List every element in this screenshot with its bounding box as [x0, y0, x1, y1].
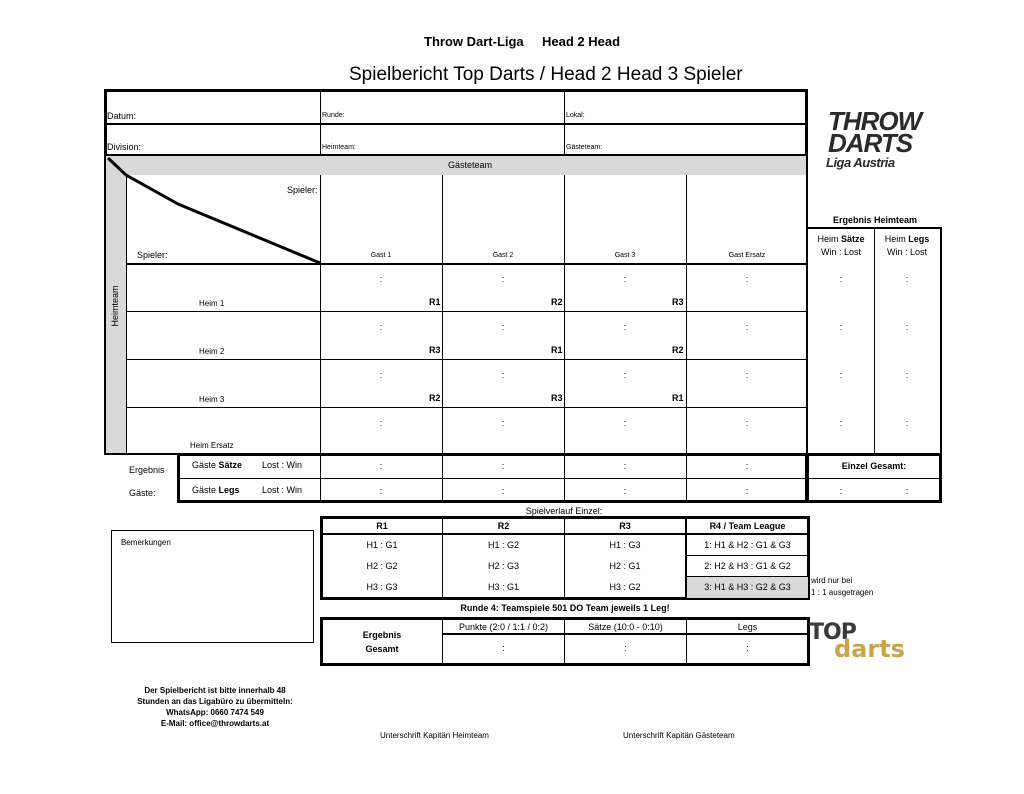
guest-result-label-2: Gäste:	[129, 488, 156, 498]
guest-2-header: Gast 2	[492, 252, 514, 259]
score-cell[interactable]: :	[623, 322, 627, 332]
sv-cell: H1 : G1	[366, 540, 398, 550]
score-cell[interactable]: :	[501, 322, 505, 332]
score-cell[interactable]: :	[745, 370, 749, 380]
gesamt-label-2: Gesamt	[365, 644, 399, 654]
division-field[interactable]: Division:	[107, 142, 142, 152]
score-cell[interactable]: :	[379, 370, 383, 380]
sv-header-r4: R4 / Team League	[709, 521, 786, 531]
guest-saetze-label: Gäste Sätze	[192, 460, 243, 470]
round-tag: R3	[429, 345, 441, 355]
gesamt-header-legs: Legs	[737, 622, 758, 632]
guest-saetze-cell[interactable]: :	[745, 461, 749, 471]
guest-legs-label: Gäste Legs	[192, 485, 240, 495]
sv-cell: H3 : G1	[487, 582, 519, 592]
sv-note-2: 1 : 1 ausgetragen	[811, 588, 874, 597]
round-tag: R1	[429, 297, 441, 307]
footer-note-2: Stunden an das Ligabüro zu übermitteln:	[137, 697, 293, 706]
league-mode: Head 2 Head	[542, 34, 621, 49]
bemerkungen-label: Bemerkungen	[121, 538, 171, 547]
guest-legs-cell[interactable]: :	[745, 486, 749, 496]
guest-legs-cell[interactable]: :	[379, 486, 383, 496]
heim-saetze-cell[interactable]: :	[839, 274, 843, 284]
gesamt-legs-cell[interactable]: :	[746, 643, 749, 653]
footer-whatsapp: WhatsApp: 0660 7474 549	[166, 708, 264, 717]
einzel-gesamt-label: Einzel Gesamt:	[841, 461, 907, 471]
spieler-top-label: Spieler:	[287, 185, 318, 195]
guest-saetze-lostwin: Lost : Win	[262, 460, 303, 470]
sv-header-r3: R3	[619, 521, 631, 531]
guest-1-header: Gast 1	[370, 252, 392, 259]
spielverlauf-title: Spielverlauf Einzel:	[525, 506, 603, 516]
score-cell[interactable]: :	[623, 370, 627, 380]
heimteam-field[interactable]: Heimteam:	[322, 144, 356, 151]
heim-saetze-winlost: Win : Lost	[820, 247, 861, 257]
spieler-left-label: Spieler:	[137, 250, 168, 260]
home-ersatz-label: Heim Ersatz	[190, 441, 234, 450]
score-cell[interactable]: :	[379, 322, 383, 332]
heim-saetze-header: Heim Sätze	[817, 234, 865, 244]
sv-cell: H2 : G1	[609, 561, 641, 571]
sv-cell: 2: H2 & H3 : G1 & G2	[704, 561, 791, 571]
sv-cell: 3: H1 & H3 : G2 & G3	[704, 582, 791, 592]
score-cell[interactable]: :	[501, 418, 505, 428]
result-home-title: Ergebnis Heimteam	[832, 215, 918, 225]
signature-guest[interactable]: Unterschrift Kapitän Gästeteam	[623, 731, 735, 740]
score-cell[interactable]: :	[745, 274, 749, 284]
guest-3-header: Gast 3	[614, 252, 636, 259]
heim-legs-winlost: Win : Lost	[886, 247, 927, 257]
sv-cell: H3 : G2	[609, 582, 641, 592]
heim-legs-header: Heim Legs	[884, 234, 930, 244]
score-cell[interactable]: :	[379, 274, 383, 284]
round-tag: R1	[551, 345, 563, 355]
heim-legs-cell[interactable]: :	[905, 322, 909, 332]
sv-cell: H2 : G2	[366, 561, 398, 571]
score-cell[interactable]: :	[623, 274, 627, 284]
runde4-note: Runde 4: Teamspiele 501 DO Team jeweils 1 Leg!	[460, 603, 670, 613]
footer-email: E-Mail: office@throwdarts.at	[160, 719, 270, 728]
signature-home[interactable]: Unterschrift Kapitän Heimteam	[380, 731, 489, 740]
footer-note-1: Der Spielbericht ist bitte innerhalb 48	[144, 686, 286, 695]
datum-field[interactable]: Datum:	[107, 111, 137, 121]
gesamt-saetze-cell[interactable]: :	[624, 643, 627, 653]
round-tag: R2	[429, 393, 441, 403]
home-3-label: Heim 3	[199, 395, 225, 404]
heim-saetze-cell[interactable]: :	[839, 418, 843, 428]
guest-result-label: Ergebnis	[129, 465, 165, 475]
gaesteteam-field[interactable]: Gästeteam:	[566, 144, 603, 151]
heim-legs-cell[interactable]: :	[905, 274, 909, 284]
round-tag: R2	[672, 345, 684, 355]
home-2-label: Heim 2	[199, 347, 225, 356]
score-cell[interactable]: :	[623, 418, 627, 428]
heim-legs-cell[interactable]: :	[905, 418, 909, 428]
guest-ersatz-header: Gast Ersatz	[728, 252, 766, 259]
sv-cell: H1 : G3	[609, 540, 641, 550]
guest-legs-cell[interactable]: :	[501, 486, 505, 496]
guest-saetze-cell[interactable]: :	[379, 461, 383, 471]
guest-saetze-cell[interactable]: :	[501, 461, 505, 471]
gesamt-header-saetze: Sätze (10:0 - 0:10)	[588, 622, 663, 632]
guest-team-label: Gästeteam	[447, 160, 493, 170]
sv-cell: H3 : G3	[366, 582, 398, 592]
sv-header-r1: R1	[376, 521, 388, 531]
round-tag: R1	[672, 393, 684, 403]
lokal-field[interactable]: Lokal:	[566, 112, 585, 119]
heim-saetze-cell[interactable]: :	[839, 322, 843, 332]
guest-saetze-cell[interactable]: :	[623, 461, 627, 471]
round-tag: R3	[672, 297, 684, 307]
league-title: Throw Dart-Liga	[424, 34, 524, 49]
einzel-gesamt-legs[interactable]: :	[905, 486, 909, 496]
heim-legs-cell[interactable]: :	[905, 370, 909, 380]
round-tag: R2	[551, 297, 563, 307]
runde-field[interactable]: Runde:	[322, 112, 345, 119]
home-team-label: Heimteam	[110, 285, 120, 327]
gesamt-header-punkte: Punkte (2:0 / 1:1 / 0:2)	[458, 622, 549, 632]
sv-cell: 1: H1 & H2 : G1 & G3	[704, 540, 791, 550]
gesamt-label: Ergebnis	[362, 630, 402, 640]
round-tag: R3	[551, 393, 563, 403]
score-cell[interactable]: :	[379, 418, 383, 428]
guest-legs-lostwin: Lost : Win	[262, 485, 303, 495]
sv-header-r2: R2	[497, 521, 510, 531]
score-cell[interactable]: :	[745, 322, 749, 332]
page-title: Spielbericht Top Darts / Head 2 Head 3 Spieler	[349, 64, 743, 85]
score-cell[interactable]: :	[745, 418, 749, 428]
heim-saetze-cell[interactable]: :	[839, 370, 843, 380]
einzel-gesamt-saetze[interactable]: :	[839, 486, 843, 496]
home-1-label: Heim 1	[199, 299, 225, 308]
score-cell[interactable]: :	[501, 370, 505, 380]
score-cell[interactable]: :	[501, 274, 505, 284]
sv-cell: H1 : G2	[487, 540, 519, 550]
gesamt-punkte-cell[interactable]: :	[502, 643, 505, 653]
sv-cell: H2 : G3	[487, 561, 519, 571]
guest-legs-cell[interactable]: :	[623, 486, 627, 496]
sv-note: wird nur bei	[811, 576, 853, 585]
